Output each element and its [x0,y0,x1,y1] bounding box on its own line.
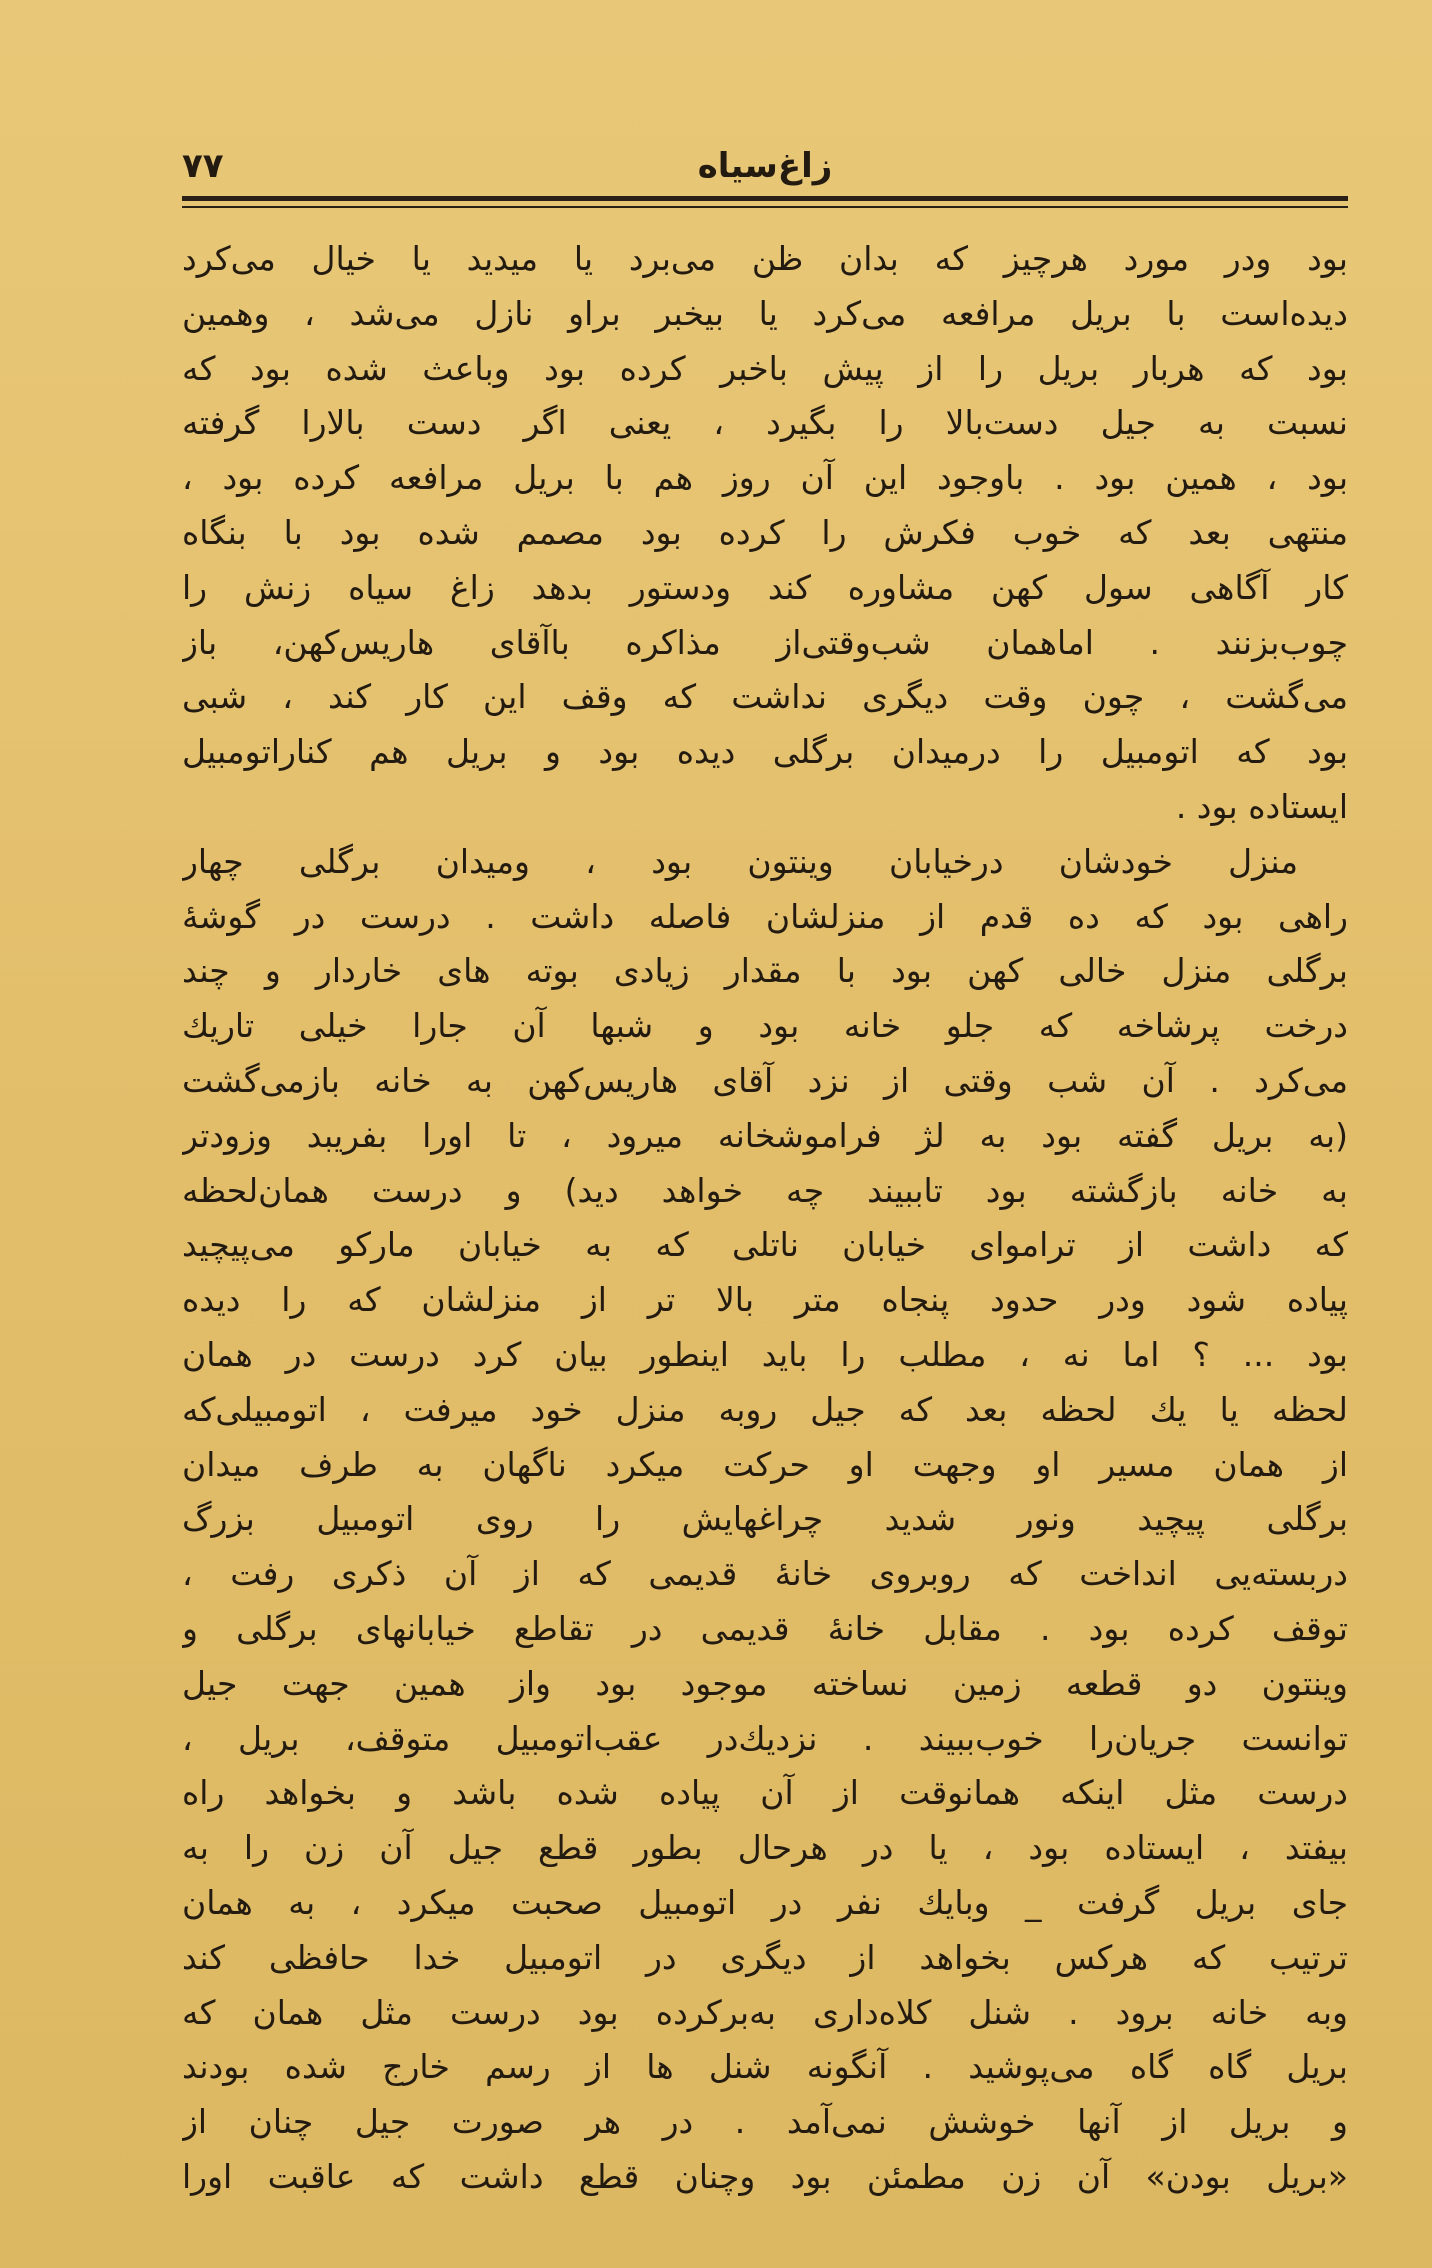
text-line: توانست جریان‌را خوب‌ببیند . نزدیك‌در عقب‌اتومبیل متوقف، بریل ، [182,1718,1348,1758]
text-line: ترتیب که هرکس بخواهد از دیگری در اتومبیل خدا حافظی کند [182,1937,1348,1977]
text-line: کار آگاهی سول کهن مشاوره کند ودستور بدهد زاغ سیاه زنش را [182,567,1348,607]
text-line: بود ... ؟ اما نه ، مطلب را باید اینطور بیان کرد درست در همان [182,1334,1348,1374]
page-number: ۷۷ [182,146,224,186]
body-text [182,232,1348,2232]
text-line: پیاده شود ودر حدود پنجاه متر بالا تر از منزلشان که را دیده [182,1280,1348,1320]
text-line: وینتون دو قطعه زمین نساخته موجود بود واز همین جهت جیل [182,1663,1348,1703]
text-line: منتهی بعد که خوب فکرش را کرده بود مصمم شده بود با بنگاه [182,512,1348,552]
text-line: چوب‌بزنند . اماهمان شب‌وقتی‌از مذاکره باآقای هاریس‌کهن، باز [182,622,1348,662]
text-line: «بریل بودن» آن زن مطمئن بود وچنان قطع داشت که عاقبت اورا [182,2156,1348,2196]
text-line: لحظه یا یك لحظه بعد که جیل روبه منزل خود میرفت ، اتومبیلی‌که [182,1389,1348,1429]
text-line: می‌کرد . آن شب وقتی از نزد آقای هاریس‌کهن به خانه بازمی‌گشت [182,1060,1348,1100]
text-line: به خانه بازگشته بود تاببیند چه خواهد دید) و درست همان‌لحظه [182,1170,1348,1210]
text-line: می‌گشت ، چون وقت دیگری نداشت که وقف این کار کند ، شبی [182,677,1348,717]
text-line: منزل خودشان درخیابان وینتون بود ، ومیدان برگلی چهار [182,841,1298,881]
text-line: نسبت به جیل دست‌بالا را بگیرد ، یعنی اگر دست بالارا گرفته [182,403,1348,443]
text-line: بود ودر مورد هرچیز که بدان ظن می‌برد یا میدید یا خیال می‌کرد [182,239,1348,278]
text-line: بود ، همین بود . باوجود این آن روز هم با بریل مرافعه کرده بود ، [182,458,1348,498]
page-header [182,138,1348,198]
header-rule-thin [182,206,1348,208]
text-line: دربسته‌یی انداخت که روبروی خانهٔ قدیمی که از آن ذکری رفت ، [182,1554,1348,1594]
text-line: دیده‌است با بریل مرافعه می‌کرد یا بیخبر بر‌او نازل می‌شد ، وهمین [182,293,1348,333]
text-line: درست مثل اینکه همانوقت از آن پیاده شده باشد و بخواهد راه [182,1773,1348,1813]
text-line: (به بریل گفته بود به لژ فراموشخانه میرود ، تا اورا بفریبد وزودتر [182,1115,1348,1155]
text-line: درخت پرشاخه که جلو خانه بود و شبها آن جارا خیلی تاریك [182,1006,1348,1046]
text-line: راهی بود که ده قدم از منزلشان فاصله داشت . درست در گوشهٔ [182,896,1348,936]
text-line: بود که اتومبیل را درمیدان برگلی دیده بود و بریل هم کنار‌اتومبیل [182,732,1348,772]
text-line: جای بریل گرفت _ وبایك نفر در اتومبیل صحبت میکرد ، به همان [182,1882,1348,1922]
header-rule-thick [182,196,1348,201]
text-line: وبه خانه برود . شنل کلاه‌داری به‌برکرده بود درست مثل همان که [182,1992,1348,2032]
text-line: بریل گاه گاه می‌پوشید . آنگونه شنل ها از رسم خارج شده بودند [182,2047,1348,2087]
text-line: که داشت از تراموای خیابان ناتلی که به خیابان مارکو می‌پیچید [182,1225,1348,1265]
text-line: و بریل از آنها خوشش نمی‌آمد . در هر صورت جیل چنان از [182,2102,1348,2142]
text-line: از همان مسیر او وجهت او حرکت میکرد ناگهان به طرف میدان [182,1444,1348,1484]
text-line: بود که هربار بریل را از پیش باخبر کرده بود وباعث شده بود که [182,348,1348,388]
text-line: برگلی منزل خالی کهن بود با مقدار زیادی بوته های خاردار و چند [182,951,1348,991]
running-title: زاغ‌سیاه [697,146,833,186]
text-line: ایستاده بود . [1175,786,1348,826]
text-line: برگلی پیچید ونور شدید چراغهایش را روی اتومبیل بزرگ [182,1499,1348,1539]
text-line: توقف کرده بود . مقابل خانهٔ قدیمی در تقاطع خیابانهای برگلی و [182,1608,1348,1648]
text-line: بیفتد ، ایستاده بود ، یا در هرحال بطور قطع جیل آن زن را به [182,1828,1348,1868]
